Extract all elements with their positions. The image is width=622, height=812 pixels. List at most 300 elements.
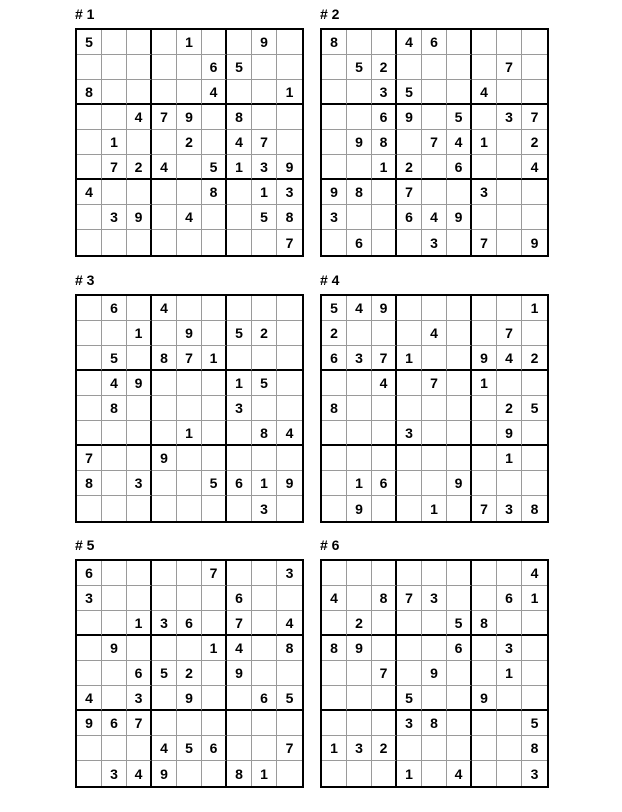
sudoku-cell[interactable] — [472, 711, 497, 736]
sudoku-cell[interactable]: 6 — [227, 586, 252, 611]
sudoku-cell[interactable]: 4 — [347, 296, 372, 321]
sudoku-cell[interactable]: 3 — [152, 611, 177, 636]
sudoku-cell[interactable] — [277, 396, 302, 421]
sudoku-cell[interactable] — [227, 30, 252, 55]
sudoku-cell[interactable] — [447, 80, 472, 105]
sudoku-cell[interactable] — [422, 636, 447, 661]
sudoku-cell[interactable]: 6 — [102, 711, 127, 736]
sudoku-cell[interactable] — [202, 371, 227, 396]
sudoku-cell[interactable] — [227, 421, 252, 446]
sudoku-cell[interactable]: 7 — [497, 321, 522, 346]
sudoku-cell[interactable]: 7 — [277, 736, 302, 761]
sudoku-cell[interactable]: 1 — [252, 471, 277, 496]
sudoku-cell[interactable] — [152, 180, 177, 205]
sudoku-cell[interactable] — [102, 611, 127, 636]
sudoku-cell[interactable] — [177, 155, 202, 180]
sudoku-cell[interactable] — [177, 180, 202, 205]
sudoku-cell[interactable] — [127, 421, 152, 446]
sudoku-cell[interactable] — [202, 761, 227, 786]
sudoku-cell[interactable]: 3 — [277, 561, 302, 586]
sudoku-cell[interactable] — [372, 446, 397, 471]
sudoku-cell[interactable] — [347, 80, 372, 105]
sudoku-cell[interactable] — [347, 105, 372, 130]
sudoku-cell[interactable]: 1 — [252, 180, 277, 205]
sudoku-cell[interactable] — [372, 636, 397, 661]
sudoku-cell[interactable]: 9 — [472, 346, 497, 371]
sudoku-cell[interactable] — [77, 761, 102, 786]
sudoku-cell[interactable]: 3 — [227, 396, 252, 421]
sudoku-cell[interactable] — [372, 30, 397, 55]
sudoku-cell[interactable]: 8 — [322, 30, 347, 55]
sudoku-cell[interactable] — [422, 686, 447, 711]
sudoku-cell[interactable] — [472, 205, 497, 230]
sudoku-cell[interactable] — [447, 296, 472, 321]
sudoku-cell[interactable] — [472, 561, 497, 586]
sudoku-cell[interactable] — [422, 421, 447, 446]
sudoku-cell[interactable] — [372, 205, 397, 230]
sudoku-cell[interactable] — [102, 421, 127, 446]
sudoku-cell[interactable]: 3 — [347, 736, 372, 761]
sudoku-cell[interactable] — [472, 446, 497, 471]
sudoku-cell[interactable]: 7 — [422, 371, 447, 396]
sudoku-cell[interactable] — [152, 711, 177, 736]
sudoku-cell[interactable]: 8 — [202, 180, 227, 205]
sudoku-cell[interactable] — [497, 471, 522, 496]
sudoku-cell[interactable] — [202, 205, 227, 230]
sudoku-cell[interactable]: 5 — [522, 396, 547, 421]
sudoku-cell[interactable] — [472, 30, 497, 55]
sudoku-cell[interactable]: 5 — [447, 105, 472, 130]
sudoku-cell[interactable] — [397, 736, 422, 761]
sudoku-cell[interactable]: 7 — [77, 446, 102, 471]
sudoku-cell[interactable]: 3 — [497, 496, 522, 521]
sudoku-cell[interactable]: 7 — [372, 346, 397, 371]
sudoku-cell[interactable] — [277, 296, 302, 321]
sudoku-cell[interactable] — [152, 321, 177, 346]
sudoku-cell[interactable]: 4 — [202, 80, 227, 105]
sudoku-cell[interactable]: 3 — [102, 205, 127, 230]
sudoku-cell[interactable]: 9 — [472, 686, 497, 711]
sudoku-cell[interactable]: 7 — [102, 155, 127, 180]
sudoku-cell[interactable] — [347, 421, 372, 446]
sudoku-cell[interactable] — [77, 371, 102, 396]
sudoku-cell[interactable]: 6 — [372, 105, 397, 130]
sudoku-cell[interactable] — [397, 55, 422, 80]
sudoku-cell[interactable] — [102, 446, 127, 471]
sudoku-cell[interactable]: 8 — [102, 396, 127, 421]
sudoku-cell[interactable] — [252, 711, 277, 736]
sudoku-cell[interactable] — [102, 230, 127, 255]
sudoku-cell[interactable] — [127, 496, 152, 521]
sudoku-cell[interactable] — [127, 561, 152, 586]
sudoku-cell[interactable] — [227, 736, 252, 761]
sudoku-cell[interactable]: 9 — [347, 130, 372, 155]
sudoku-cell[interactable] — [102, 736, 127, 761]
sudoku-cell[interactable] — [77, 155, 102, 180]
sudoku-cell[interactable]: 1 — [102, 130, 127, 155]
sudoku-cell[interactable]: 7 — [152, 105, 177, 130]
sudoku-cell[interactable] — [177, 711, 202, 736]
sudoku-cell[interactable]: 1 — [127, 321, 152, 346]
sudoku-cell[interactable] — [277, 321, 302, 346]
sudoku-cell[interactable] — [522, 30, 547, 55]
sudoku-cell[interactable]: 2 — [522, 130, 547, 155]
sudoku-cell[interactable] — [202, 686, 227, 711]
sudoku-cell[interactable]: 6 — [447, 155, 472, 180]
sudoku-cell[interactable] — [472, 586, 497, 611]
sudoku-cell[interactable] — [152, 421, 177, 446]
sudoku-cell[interactable]: 9 — [152, 761, 177, 786]
sudoku-cell[interactable]: 4 — [77, 686, 102, 711]
sudoku-cell[interactable] — [252, 736, 277, 761]
sudoku-cell[interactable]: 3 — [127, 686, 152, 711]
sudoku-cell[interactable] — [227, 296, 252, 321]
sudoku-cell[interactable]: 4 — [447, 761, 472, 786]
sudoku-cell[interactable] — [177, 446, 202, 471]
sudoku-cell[interactable] — [422, 80, 447, 105]
sudoku-cell[interactable] — [422, 611, 447, 636]
sudoku-cell[interactable]: 5 — [202, 471, 227, 496]
sudoku-cell[interactable] — [77, 496, 102, 521]
sudoku-cell[interactable] — [447, 711, 472, 736]
sudoku-cell[interactable] — [422, 346, 447, 371]
sudoku-cell[interactable]: 7 — [227, 611, 252, 636]
sudoku-cell[interactable] — [77, 205, 102, 230]
sudoku-cell[interactable]: 5 — [397, 686, 422, 711]
sudoku-cell[interactable] — [77, 636, 102, 661]
sudoku-cell[interactable] — [152, 130, 177, 155]
sudoku-cell[interactable]: 1 — [497, 446, 522, 471]
sudoku-cell[interactable] — [252, 80, 277, 105]
sudoku-cell[interactable]: 9 — [447, 471, 472, 496]
sudoku-cell[interactable]: 3 — [422, 586, 447, 611]
sudoku-cell[interactable] — [77, 396, 102, 421]
sudoku-cell[interactable] — [397, 446, 422, 471]
sudoku-cell[interactable]: 8 — [472, 611, 497, 636]
sudoku-cell[interactable] — [152, 80, 177, 105]
sudoku-cell[interactable] — [177, 396, 202, 421]
sudoku-cell[interactable] — [422, 736, 447, 761]
sudoku-cell[interactable]: 8 — [347, 180, 372, 205]
sudoku-cell[interactable] — [447, 180, 472, 205]
sudoku-cell[interactable]: 4 — [102, 371, 127, 396]
sudoku-cell[interactable]: 1 — [177, 30, 202, 55]
sudoku-cell[interactable]: 2 — [372, 55, 397, 80]
sudoku-cell[interactable]: 3 — [530, 765, 539, 782]
sudoku-cell[interactable] — [227, 346, 252, 371]
sudoku-cell[interactable]: 7 — [127, 711, 152, 736]
sudoku-cell[interactable] — [102, 586, 127, 611]
sudoku-cell[interactable] — [447, 446, 472, 471]
sudoku-cell[interactable] — [252, 230, 277, 255]
sudoku-cell[interactable] — [497, 761, 522, 786]
sudoku-cell[interactable] — [347, 446, 372, 471]
sudoku-cell[interactable]: 9 — [77, 711, 102, 736]
sudoku-cell[interactable]: 4 — [227, 636, 252, 661]
sudoku-cell[interactable]: 4 — [522, 561, 547, 586]
sudoku-cell[interactable] — [227, 80, 252, 105]
sudoku-cell[interactable]: 9 — [372, 296, 397, 321]
sudoku-cell[interactable] — [422, 296, 447, 321]
sudoku-cell[interactable]: 4 — [397, 30, 422, 55]
sudoku-cell[interactable] — [397, 496, 422, 521]
sudoku-cell[interactable] — [202, 446, 227, 471]
sudoku-cell[interactable] — [252, 661, 277, 686]
sudoku-cell[interactable]: 3 — [252, 496, 277, 521]
sudoku-cell[interactable]: 3 — [397, 421, 422, 446]
sudoku-cell[interactable]: 5 — [447, 611, 472, 636]
sudoku-cell[interactable]: 8 — [152, 346, 177, 371]
sudoku-cell[interactable] — [252, 105, 277, 130]
sudoku-cell[interactable]: 9 — [177, 321, 202, 346]
sudoku-cell[interactable] — [522, 636, 547, 661]
sudoku-cell[interactable] — [497, 711, 522, 736]
sudoku-cell[interactable] — [77, 346, 102, 371]
sudoku-cell[interactable]: 8 — [277, 205, 302, 230]
sudoku-cell[interactable] — [102, 180, 127, 205]
sudoku-cell[interactable] — [347, 371, 372, 396]
sudoku-cell[interactable]: 6 — [372, 471, 397, 496]
sudoku-cell[interactable]: 4 — [372, 371, 397, 396]
sudoku-cell[interactable] — [127, 636, 152, 661]
sudoku-cell[interactable] — [522, 321, 547, 346]
sudoku-cell[interactable] — [152, 496, 177, 521]
sudoku-cell[interactable] — [227, 205, 252, 230]
sudoku-cell[interactable] — [347, 205, 372, 230]
sudoku-cell[interactable] — [472, 296, 497, 321]
sudoku-cell[interactable] — [127, 130, 152, 155]
sudoku-cell[interactable]: 4 — [177, 205, 202, 230]
sudoku-cell[interactable]: 7 — [397, 180, 422, 205]
sudoku-cell[interactable] — [497, 30, 522, 55]
sudoku-cell[interactable] — [177, 586, 202, 611]
sudoku-cell[interactable] — [102, 55, 127, 80]
sudoku-cell[interactable] — [152, 55, 177, 80]
sudoku-cell[interactable] — [177, 296, 202, 321]
sudoku-cell[interactable]: 4 — [127, 105, 152, 130]
sudoku-cell[interactable] — [202, 611, 227, 636]
sudoku-cell[interactable]: 6 — [447, 636, 472, 661]
sudoku-cell[interactable] — [522, 180, 547, 205]
sudoku-cell[interactable] — [422, 55, 447, 80]
sudoku-cell[interactable]: 5 — [152, 661, 177, 686]
sudoku-cell[interactable] — [127, 180, 152, 205]
sudoku-cell[interactable] — [522, 371, 547, 396]
sudoku-cell[interactable]: 8 — [372, 130, 397, 155]
sudoku-cell[interactable]: 8 — [522, 736, 547, 761]
sudoku-cell[interactable] — [322, 611, 347, 636]
sudoku-cell[interactable]: 7 — [372, 661, 397, 686]
sudoku-cell[interactable]: 3 — [277, 180, 302, 205]
sudoku-cell[interactable] — [322, 55, 347, 80]
sudoku-cell[interactable] — [347, 711, 372, 736]
sudoku-cell[interactable] — [277, 586, 302, 611]
sudoku-cell[interactable] — [277, 661, 302, 686]
sudoku-cell[interactable]: 3 — [322, 205, 347, 230]
sudoku-cell[interactable]: 7 — [422, 130, 447, 155]
sudoku-cell[interactable] — [322, 661, 347, 686]
sudoku-cell[interactable] — [372, 180, 397, 205]
sudoku-cell[interactable] — [277, 130, 302, 155]
sudoku-cell[interactable]: 4 — [77, 180, 102, 205]
sudoku-cell[interactable]: 9 — [497, 421, 522, 446]
sudoku-cell[interactable] — [77, 296, 102, 321]
sudoku-cell[interactable]: 3 — [347, 346, 372, 371]
sudoku-cell[interactable]: 4 — [422, 321, 447, 346]
sudoku-cell[interactable] — [447, 421, 472, 446]
sudoku-cell[interactable]: 7 — [202, 561, 227, 586]
sudoku-cell[interactable]: 4 — [322, 586, 347, 611]
sudoku-cell[interactable]: 8 — [77, 80, 102, 105]
sudoku-cell[interactable] — [227, 230, 252, 255]
sudoku-cell[interactable]: 8 — [252, 421, 277, 446]
sudoku-cell[interactable] — [202, 230, 227, 255]
sudoku-cell[interactable]: 9 — [252, 30, 277, 55]
sudoku-cell[interactable]: 9 — [152, 446, 177, 471]
sudoku-cell[interactable]: 2 — [372, 736, 397, 761]
sudoku-cell[interactable]: 3 — [497, 636, 522, 661]
sudoku-cell[interactable] — [447, 55, 472, 80]
sudoku-cell[interactable] — [347, 561, 372, 586]
sudoku-cell[interactable] — [152, 30, 177, 55]
sudoku-cell[interactable] — [447, 321, 472, 346]
sudoku-cell[interactable] — [422, 471, 447, 496]
sudoku-cell[interactable]: 1 — [472, 130, 497, 155]
sudoku-cell[interactable] — [322, 471, 347, 496]
sudoku-cell[interactable] — [372, 496, 397, 521]
sudoku-cell[interactable]: 1 — [522, 586, 547, 611]
sudoku-cell[interactable] — [497, 296, 522, 321]
sudoku-cell[interactable]: 9 — [127, 205, 152, 230]
sudoku-cell[interactable]: 2 — [497, 396, 522, 421]
sudoku-cell[interactable]: 1 — [202, 346, 227, 371]
sudoku-cell[interactable]: 9 — [127, 371, 152, 396]
sudoku-cell[interactable] — [277, 371, 302, 396]
sudoku-cell[interactable]: 3 — [472, 180, 497, 205]
sudoku-cell[interactable] — [397, 661, 422, 686]
sudoku-cell[interactable] — [277, 446, 302, 471]
sudoku-cell[interactable] — [472, 321, 497, 346]
sudoku-cell[interactable] — [177, 55, 202, 80]
sudoku-cell[interactable]: 5 — [522, 711, 547, 736]
sudoku-cell[interactable] — [77, 611, 102, 636]
sudoku-cell[interactable] — [102, 471, 127, 496]
sudoku-cell[interactable]: 3 — [422, 230, 447, 255]
sudoku-cell[interactable] — [422, 396, 447, 421]
sudoku-cell[interactable] — [322, 686, 347, 711]
sudoku-cell[interactable] — [127, 296, 152, 321]
sudoku-cell[interactable] — [397, 296, 422, 321]
sudoku-cell[interactable] — [102, 686, 127, 711]
sudoku-cell[interactable] — [347, 30, 372, 55]
sudoku-cell[interactable] — [522, 611, 547, 636]
sudoku-cell[interactable]: 8 — [227, 105, 252, 130]
sudoku-cell[interactable] — [252, 586, 277, 611]
sudoku-cell[interactable]: 5 — [252, 371, 277, 396]
sudoku-cell[interactable] — [447, 561, 472, 586]
sudoku-cell[interactable]: 4 — [497, 346, 522, 371]
sudoku-cell[interactable]: 5 — [322, 296, 347, 321]
sudoku-cell[interactable] — [372, 686, 397, 711]
sudoku-cell[interactable] — [77, 105, 102, 130]
sudoku-cell[interactable] — [77, 736, 102, 761]
sudoku-cell[interactable] — [397, 230, 422, 255]
sudoku-cell[interactable] — [347, 586, 372, 611]
sudoku-cell[interactable] — [152, 396, 177, 421]
sudoku-cell[interactable]: 6 — [397, 205, 422, 230]
sudoku-cell[interactable]: 5 — [397, 80, 422, 105]
sudoku-cell[interactable]: 9 — [277, 471, 302, 496]
sudoku-cell[interactable] — [227, 496, 252, 521]
sudoku-cell[interactable] — [322, 761, 347, 786]
sudoku-cell[interactable] — [347, 155, 372, 180]
sudoku-cell[interactable] — [202, 105, 227, 130]
sudoku-cell[interactable] — [227, 711, 252, 736]
sudoku-cell[interactable] — [102, 30, 127, 55]
sudoku-cell[interactable] — [472, 105, 497, 130]
sudoku-cell[interactable]: 4 — [227, 130, 252, 155]
sudoku-cell[interactable] — [472, 55, 497, 80]
sudoku-cell[interactable] — [447, 586, 472, 611]
sudoku-cell[interactable] — [127, 55, 152, 80]
sudoku-cell[interactable]: 9 — [177, 105, 202, 130]
sudoku-cell[interactable] — [447, 496, 472, 521]
sudoku-cell[interactable]: 2 — [252, 321, 277, 346]
sudoku-cell[interactable]: 6 — [422, 30, 447, 55]
sudoku-cell[interactable] — [252, 636, 277, 661]
sudoku-cell[interactable]: 5 — [77, 30, 102, 55]
sudoku-cell[interactable] — [522, 446, 547, 471]
sudoku-cell[interactable] — [447, 396, 472, 421]
sudoku-cell[interactable]: 4 — [447, 130, 472, 155]
sudoku-cell[interactable] — [152, 371, 177, 396]
sudoku-cell[interactable] — [252, 296, 277, 321]
sudoku-cell[interactable]: 5 — [227, 321, 252, 346]
sudoku-cell[interactable]: 2 — [347, 611, 372, 636]
sudoku-cell[interactable] — [252, 611, 277, 636]
sudoku-cell[interactable]: 2 — [522, 346, 547, 371]
sudoku-cell[interactable] — [497, 686, 522, 711]
sudoku-cell[interactable] — [177, 230, 202, 255]
sudoku-cell[interactable] — [347, 396, 372, 421]
sudoku-cell[interactable] — [472, 761, 497, 786]
sudoku-cell[interactable]: 9 — [227, 661, 252, 686]
sudoku-cell[interactable]: 8 — [530, 500, 539, 517]
sudoku-cell[interactable] — [177, 636, 202, 661]
sudoku-cell[interactable]: 8 — [322, 396, 347, 421]
sudoku-cell[interactable] — [202, 321, 227, 346]
sudoku-cell[interactable] — [472, 661, 497, 686]
sudoku-cell[interactable] — [397, 636, 422, 661]
sudoku-cell[interactable] — [322, 130, 347, 155]
sudoku-cell[interactable] — [472, 736, 497, 761]
sudoku-cell[interactable] — [127, 736, 152, 761]
sudoku-cell[interactable] — [522, 205, 547, 230]
sudoku-cell[interactable] — [252, 396, 277, 421]
sudoku-cell[interactable] — [77, 130, 102, 155]
sudoku-cell[interactable]: 1 — [372, 155, 397, 180]
sudoku-cell[interactable] — [102, 496, 127, 521]
sudoku-cell[interactable] — [152, 561, 177, 586]
sudoku-cell[interactable] — [277, 55, 302, 80]
sudoku-cell[interactable] — [447, 230, 472, 255]
sudoku-cell[interactable]: 6 — [177, 611, 202, 636]
sudoku-cell[interactable]: 6 — [497, 586, 522, 611]
sudoku-cell[interactable] — [422, 561, 447, 586]
sudoku-cell[interactable]: 1 — [522, 296, 547, 321]
sudoku-cell[interactable]: 7 — [522, 105, 547, 130]
sudoku-cell[interactable]: 8 — [277, 636, 302, 661]
